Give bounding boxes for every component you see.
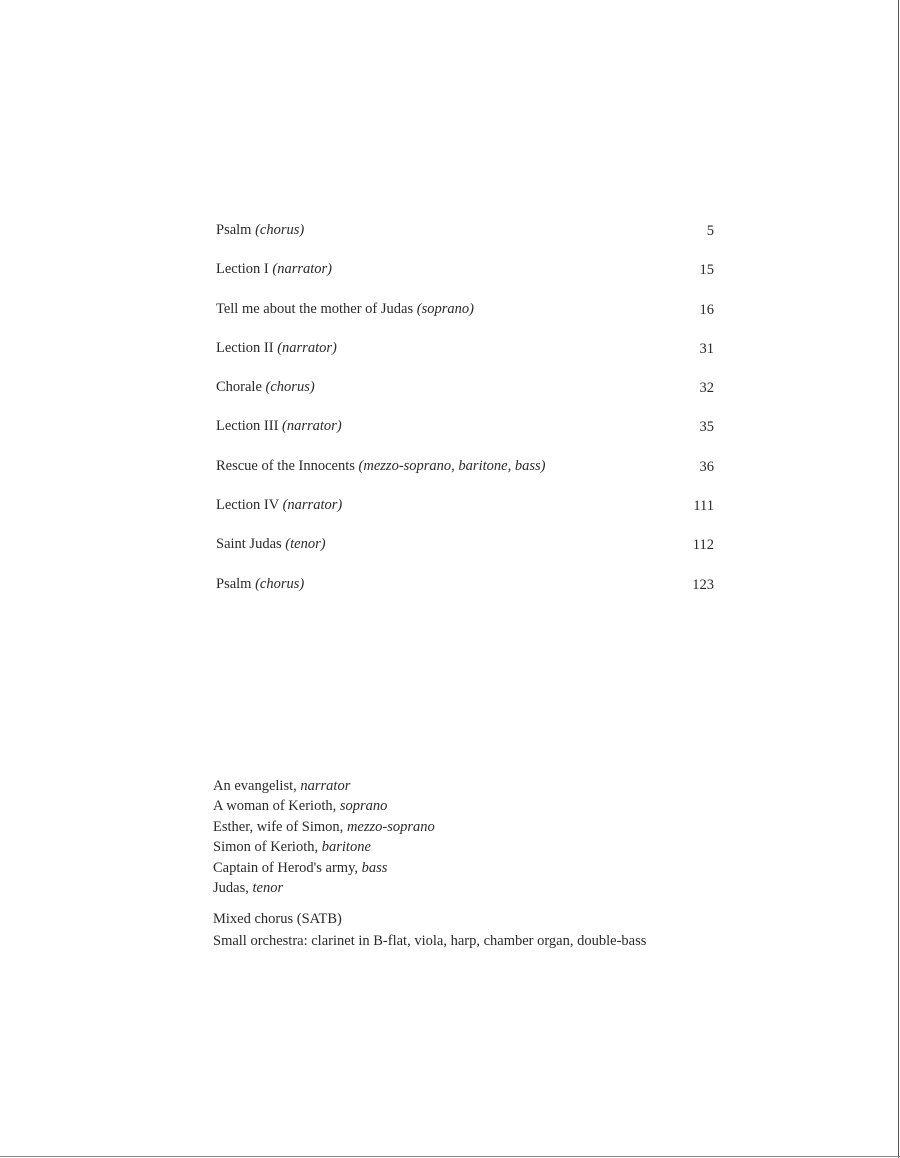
toc-row xyxy=(216,534,716,573)
toc-voice: (tenor) xyxy=(285,536,326,553)
cast-member xyxy=(213,878,733,898)
toc-page-number: 16 xyxy=(699,301,714,318)
toc-voice: (chorus) xyxy=(255,222,305,238)
toc-voice: (narrator) xyxy=(272,261,332,278)
toc-row xyxy=(216,338,716,377)
toc-entry-title xyxy=(216,416,342,436)
cast-member xyxy=(213,837,733,857)
toc-page-number: 35 xyxy=(699,419,714,436)
cast-name: An evangelist, xyxy=(213,778,297,794)
toc-page-number: 32 xyxy=(699,380,714,397)
cast-member xyxy=(213,817,733,837)
toc-entry-title xyxy=(216,299,474,319)
toc-title-text: Psalm xyxy=(216,575,252,592)
cast-role: baritone xyxy=(321,839,371,856)
cast-name: A woman of Kerioth, xyxy=(213,798,337,815)
toc-page-number: 15 xyxy=(699,262,714,279)
toc-page-number: 31 xyxy=(699,340,714,357)
toc-title-text: Lection I xyxy=(216,261,269,278)
toc-row xyxy=(216,377,716,416)
toc-voice: (mezzo-soprano, baritone, bass) xyxy=(358,457,546,474)
cast-list xyxy=(213,776,733,898)
toc-title-text: Saint Judas xyxy=(216,536,282,553)
cast-name: Esther, wife of Simon, xyxy=(213,818,344,835)
toc-row xyxy=(216,220,716,259)
toc-title-text: Lection III xyxy=(216,418,279,435)
cast-role: soprano xyxy=(339,798,388,815)
cast-name: Simon of Kerioth, xyxy=(213,839,319,856)
toc-voice: (narrator) xyxy=(282,497,343,514)
toc-entry-title xyxy=(216,495,342,515)
toc-voice: (chorus) xyxy=(265,379,315,396)
toc-row xyxy=(216,574,716,613)
toc-entry-title xyxy=(216,338,337,358)
page-edge-bottom xyxy=(0,1156,900,1157)
toc-page-number: 36 xyxy=(699,458,714,475)
toc-voice: (chorus) xyxy=(255,575,305,592)
toc-page-number: 5 xyxy=(706,223,714,239)
toc-row xyxy=(216,416,716,455)
toc-row xyxy=(216,299,716,338)
toc-entry-title xyxy=(216,534,326,554)
cast-role: mezzo-soprano xyxy=(346,818,435,835)
toc-entry-title xyxy=(216,377,315,397)
toc-entry-title xyxy=(216,259,332,279)
cast-role: bass xyxy=(361,859,388,876)
performing-forces xyxy=(213,908,753,952)
table-of-contents xyxy=(216,220,716,613)
toc-row xyxy=(216,456,716,495)
toc-page-number: 123 xyxy=(692,576,714,593)
toc-row xyxy=(216,495,716,534)
toc-page-number: 112 xyxy=(692,537,714,554)
cast-member xyxy=(213,796,733,816)
cast-role: tenor xyxy=(252,880,284,897)
chorus-line: Mixed chorus (SATB) xyxy=(213,911,342,927)
toc-voice: (narrator) xyxy=(277,339,337,356)
toc-entry-title xyxy=(216,574,304,594)
page-edge-right xyxy=(898,0,899,1158)
toc-title-text: Tell me about the mother of Judas xyxy=(216,300,414,317)
cast-name: Captain of Herod's army, xyxy=(213,859,359,876)
toc-entry-title xyxy=(216,456,545,476)
toc-voice: (narrator) xyxy=(282,418,342,435)
cast-name: Judas, xyxy=(213,880,249,897)
toc-title-text: Psalm xyxy=(216,222,252,238)
toc-voice: (soprano) xyxy=(416,300,474,317)
toc-page-number: 111 xyxy=(693,498,714,515)
cast-member xyxy=(213,776,733,796)
toc-row xyxy=(216,259,716,298)
toc-title-text: Lection IV xyxy=(216,497,279,514)
cast-member xyxy=(213,858,733,878)
cast-role: narrator xyxy=(300,778,351,794)
toc-entry-title xyxy=(216,220,304,240)
toc-title-text: Rescue of the Innocents xyxy=(216,457,355,474)
toc-title-text: Chorale xyxy=(216,379,262,396)
orchestra-line: Small orchestra: clarinet in B-flat, viola, harp, chamber organ, double-bass xyxy=(213,933,647,949)
toc-title-text: Lection II xyxy=(216,339,274,356)
